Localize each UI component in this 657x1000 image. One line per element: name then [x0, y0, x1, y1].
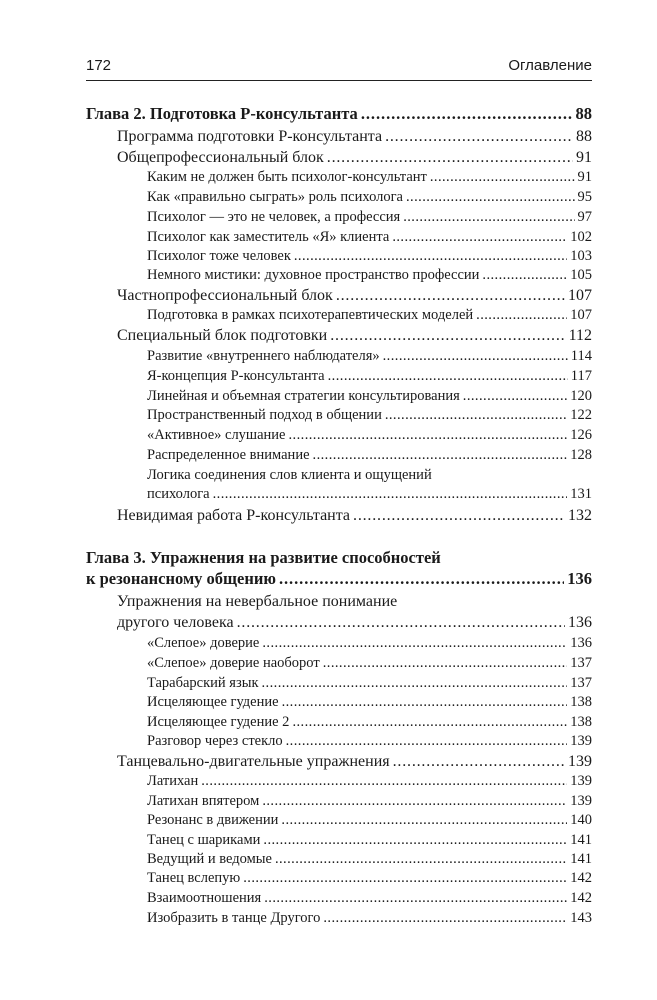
toc-entry: [117, 126, 592, 147]
toc-entry-page: 105: [570, 267, 592, 283]
leader-dots: [264, 889, 567, 908]
leader-dots: [286, 732, 568, 751]
toc-entry-title: Танец вслепую: [147, 870, 241, 886]
toc-entry-title: Глава 2. Подготовка Р-консультанта: [86, 104, 358, 123]
toc-entry: [86, 547, 592, 589]
leader-dots: [323, 654, 568, 673]
toc-entry-title: Как «правильно сыграть» роль психолога: [147, 189, 403, 205]
toc-entry-title: Немного мистики: духовное пространство профессии: [147, 267, 480, 283]
toc-entry-page: 137: [570, 655, 592, 671]
toc-entry: [147, 446, 592, 465]
toc-entry-title: Распределенное внимание: [147, 447, 310, 463]
toc-entry-page: 112: [568, 327, 592, 344]
leader-dots: [243, 869, 567, 888]
toc-entry-title: Развитие «внутреннего наблюдателя»: [147, 348, 380, 364]
toc-entry: [117, 147, 592, 168]
page-number: 172: [86, 57, 112, 74]
toc-entry-page: 132: [568, 507, 592, 524]
toc-entry: [147, 772, 592, 791]
toc-entry: [86, 103, 592, 124]
toc-entry-title-line1: Упражнения на невербальное понимание: [117, 593, 398, 610]
toc-entry: [117, 751, 592, 772]
toc-entry: [147, 831, 592, 850]
leader-dots: [336, 285, 565, 306]
toc-entry-page: 88: [575, 104, 592, 123]
toc-entry-title: Пространственный подход в общении: [147, 407, 382, 423]
leader-dots: [294, 247, 567, 266]
toc-entry: [147, 387, 592, 406]
leader-dots: [282, 693, 568, 712]
toc-entry-page: 131: [570, 486, 592, 502]
toc-entry-title: к резонансному общению: [86, 569, 276, 588]
leader-dots: [201, 772, 567, 791]
toc-entry-page: 97: [577, 209, 592, 225]
toc-entry-page: 136: [570, 635, 592, 651]
toc-entry-title: Разговор через стекло: [147, 733, 283, 749]
toc-entry: [147, 889, 592, 908]
toc-entry-title: Психолог — это не человек, а профессия: [147, 209, 401, 225]
toc-entry: [147, 228, 592, 247]
leader-dots: [328, 367, 568, 386]
toc-entry-title: Латихан впятером: [147, 793, 260, 809]
leader-dots: [237, 612, 565, 633]
toc-entry-title: Тарабарский язык: [147, 675, 259, 691]
toc-entry: [147, 674, 592, 693]
toc-entry-title: Психолог как заместитель «Я» клиента: [147, 229, 390, 245]
toc-entry-page: 88: [576, 128, 592, 145]
leader-dots: [262, 634, 567, 653]
toc-entry: [147, 732, 592, 751]
toc-entry: [147, 909, 592, 928]
toc-entry-title: Взаимоотношения: [147, 890, 262, 906]
toc-entry-page: 95: [577, 189, 592, 205]
toc-entry: [147, 306, 592, 325]
toc-entry-page: 102: [570, 229, 592, 245]
toc-entry-title: «Активное» слушание: [147, 427, 286, 443]
toc-entry-title: Невидимая работа Р-консультанта: [117, 507, 351, 524]
toc-entry-page: 139: [570, 773, 592, 789]
toc-entry-page: 107: [570, 307, 592, 323]
toc-entry-title: Латихан: [147, 773, 199, 789]
leader-dots: [327, 147, 573, 168]
toc-entry: [147, 426, 592, 445]
toc-entry-page: 114: [570, 348, 592, 364]
toc-entry-title: Программа подготовки Р-консультанта: [117, 128, 383, 145]
toc-entry: [147, 406, 592, 425]
toc-entry-page: 117: [570, 368, 592, 384]
toc-entry: [147, 869, 592, 888]
toc-entry-page: 143: [570, 910, 592, 926]
leader-dots: [275, 850, 567, 869]
toc-entry-title: Изобразить в танце Другого: [147, 910, 321, 926]
leader-dots: [292, 713, 567, 732]
toc-entry: [147, 367, 592, 386]
leader-dots: [403, 208, 574, 227]
toc-entry-page: 103: [570, 248, 592, 264]
leader-dots: [392, 228, 567, 247]
toc-entry-title: Исцеляющее гудение: [147, 694, 279, 710]
toc-entry-page: 139: [570, 733, 592, 749]
toc-entry-title: другого человека: [117, 614, 234, 631]
toc-entry: [147, 850, 592, 869]
leader-dots: [385, 126, 573, 147]
toc-entry-title: Линейная и объемная стратегии консультирования: [147, 388, 460, 404]
toc-entry-title: «Слепое» доверие: [147, 635, 260, 651]
toc-entry: [147, 168, 592, 187]
toc-entry: [147, 247, 592, 266]
leader-dots: [289, 426, 568, 445]
toc-entry-title: Я-концепция Р-консультанта: [147, 368, 325, 384]
toc-entry-title: Специальный блок подготовки: [117, 327, 328, 344]
leader-dots: [313, 446, 568, 465]
toc-entry-page: 136: [568, 614, 592, 631]
leader-dots: [262, 792, 567, 811]
toc-entry-page: 138: [570, 694, 592, 710]
toc-entry-page: 107: [568, 287, 592, 304]
leader-dots: [430, 168, 575, 187]
leader-dots: [213, 485, 568, 504]
toc-entry-page: 141: [570, 832, 592, 848]
leader-dots: [281, 811, 567, 830]
toc-entry-title: Исцеляющее гудение 2: [147, 714, 290, 730]
toc-entry-page: 126: [570, 427, 592, 443]
toc-entry: [117, 325, 592, 346]
leader-dots: [263, 831, 567, 850]
leader-dots: [383, 347, 568, 366]
leader-dots: [262, 674, 568, 693]
toc-entry-title: Психолог тоже человек: [147, 248, 291, 264]
toc-entry-title: Ведущий и ведомые: [147, 851, 272, 867]
toc-entry: [147, 266, 592, 285]
toc-entry-title-line1: Глава 3. Упражнения на развитие способностей: [86, 548, 441, 567]
toc-entry-page: 142: [570, 870, 592, 886]
toc-entry-title: Общепрофессиональный блок: [117, 149, 324, 166]
toc-entry: [147, 634, 592, 653]
toc-entry: [117, 505, 592, 526]
toc-entry-title: Танцевально-двигательные упражнения: [117, 753, 390, 770]
leader-dots: [353, 505, 565, 526]
toc-entry: [147, 792, 592, 811]
page-header: [86, 48, 592, 81]
leader-dots: [463, 387, 567, 406]
toc-entry-page: 120: [570, 388, 592, 404]
toc-entry-title: Частнопрофессиональный блок: [117, 287, 333, 304]
toc-entry: [117, 285, 592, 306]
leader-dots: [361, 103, 573, 124]
toc-entry-page: 137: [570, 675, 592, 691]
toc-entry: [117, 591, 592, 633]
toc-entry: [147, 693, 592, 712]
toc-entry-title: Каким не должен быть психолог-консультант: [147, 169, 427, 185]
section-title: Оглавление: [508, 57, 592, 74]
leader-dots: [385, 406, 567, 425]
toc-entry-title: Резонанс в движении: [147, 812, 279, 828]
toc-entry: [147, 811, 592, 830]
toc-entry-page: 91: [577, 169, 592, 185]
toc-entry: [147, 654, 592, 673]
toc-entry: [147, 713, 592, 732]
toc-entry-page: 128: [570, 447, 592, 463]
toc-entry: [147, 208, 592, 227]
toc-entry-title: Подготовка в рамках психотерапевтических моделей: [147, 307, 474, 323]
leader-dots: [482, 266, 567, 285]
toc-entry-page: 139: [570, 793, 592, 809]
toc-entry-page: 140: [570, 812, 592, 828]
leader-dots: [330, 325, 565, 346]
toc-entry-title: психолога: [147, 486, 210, 502]
toc-entry-title: «Слепое» доверие наоборот: [147, 655, 320, 671]
leader-dots: [476, 306, 567, 325]
toc-entry-page: 141: [570, 851, 592, 867]
leader-dots: [406, 188, 575, 207]
leader-dots: [323, 909, 567, 928]
leader-dots: [279, 568, 564, 589]
toc-entry: [147, 347, 592, 366]
toc-entry-page: 142: [570, 890, 592, 906]
toc-entry-title-line1: Логика соединения слов клиента и ощущений: [147, 467, 432, 483]
toc-entry-page: 139: [568, 753, 592, 770]
leader-dots: [393, 751, 565, 772]
toc-entry: [147, 466, 592, 504]
toc-entry-page: 136: [567, 569, 592, 588]
toc-entry-page: 138: [570, 714, 592, 730]
toc-entry-title: Танец с шариками: [147, 832, 261, 848]
toc-entry-page: 91: [576, 149, 592, 166]
toc-entry-page: 122: [570, 407, 592, 423]
toc-entry: [147, 188, 592, 207]
